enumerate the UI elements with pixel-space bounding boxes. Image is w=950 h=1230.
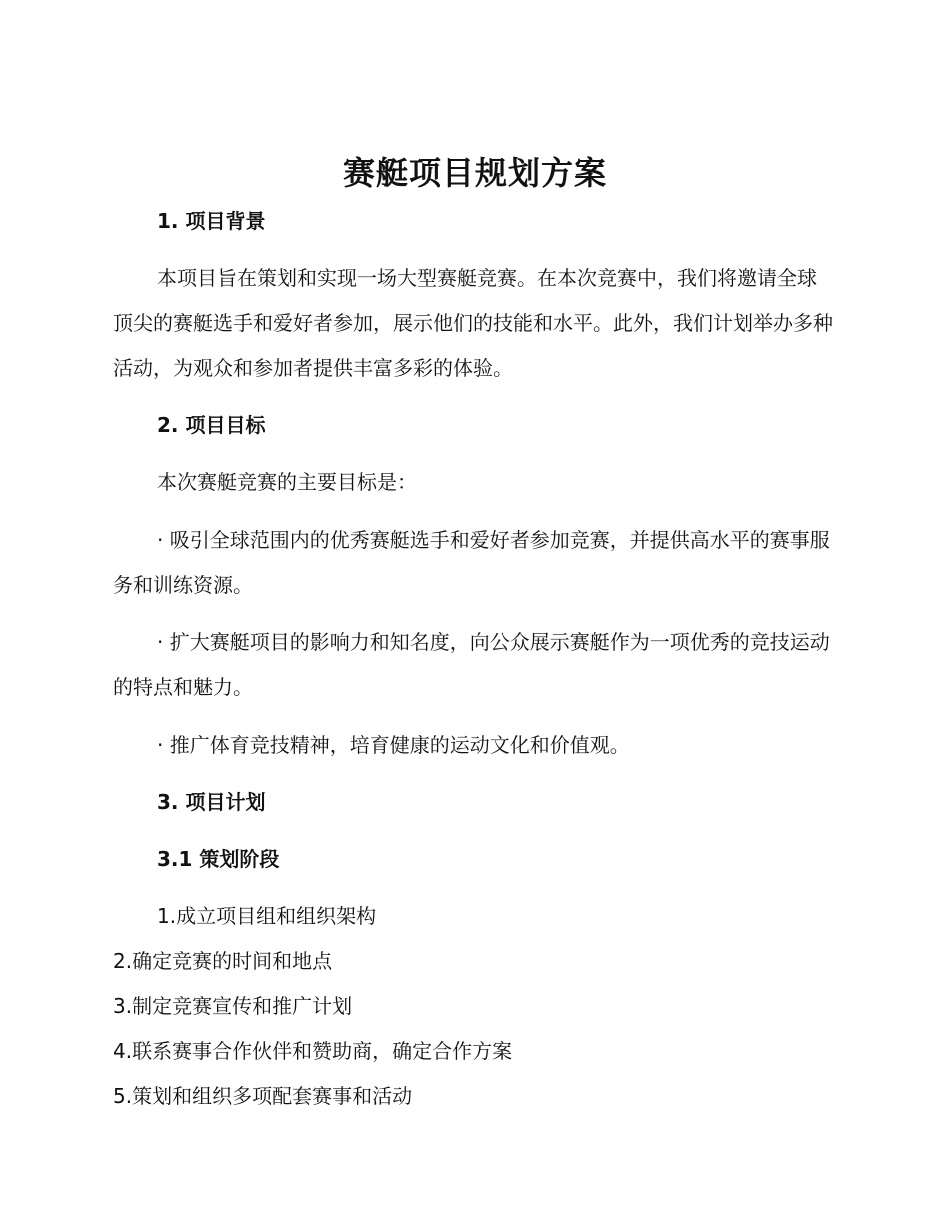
goal-bullet-1: · 吸引全球范围内的优秀赛艇选手和爱好者参加竞赛，并提供高水平的赛事服务和训练资源。 (113, 528, 830, 597)
plan-step-5: 5.策划和组织多项配套赛事和活动 (113, 1084, 413, 1108)
document-title: 赛艇项目规划方案 (342, 154, 607, 192)
section-heading-goals: 2. 项目目标 (157, 413, 266, 437)
goal-bullet-3: · 推广体育竞技精神，培育健康的运动文化和价值观。 (157, 733, 630, 757)
goals-intro: 本次赛艇竞赛的主要目标是： (157, 470, 417, 494)
plan-step-2: 2.确定竞赛的时间和地点 (113, 949, 333, 973)
plan-step-4: 4.联系赛事合作伙伴和赞助商，确定合作方案 (113, 1039, 513, 1063)
plan-step-1: 1.成立项目组和组织架构 (157, 904, 377, 928)
subsection-heading-planning: 3.1 策划阶段 (157, 847, 280, 871)
plan-step-3: 3.制定竞赛宣传和推广计划 (113, 994, 353, 1018)
section-heading-background: 1. 项目背景 (157, 209, 266, 233)
section-heading-plan: 3. 项目计划 (157, 790, 266, 814)
goal-bullet-2: · 扩大赛艇项目的影响力和知名度，向公众展示赛艇作为一项优秀的竞技运动的特点和魅力。 (113, 630, 830, 699)
background-paragraph: 本项目旨在策划和实现一场大型赛艇竞赛。在本次竞赛中，我们将邀请全球顶尖的赛艇选手和爱好者参加，展示他们的技能和水平。此外，我们计划举办多种活动，为观众和参加者提供丰富多彩的体验。 (113, 266, 833, 380)
